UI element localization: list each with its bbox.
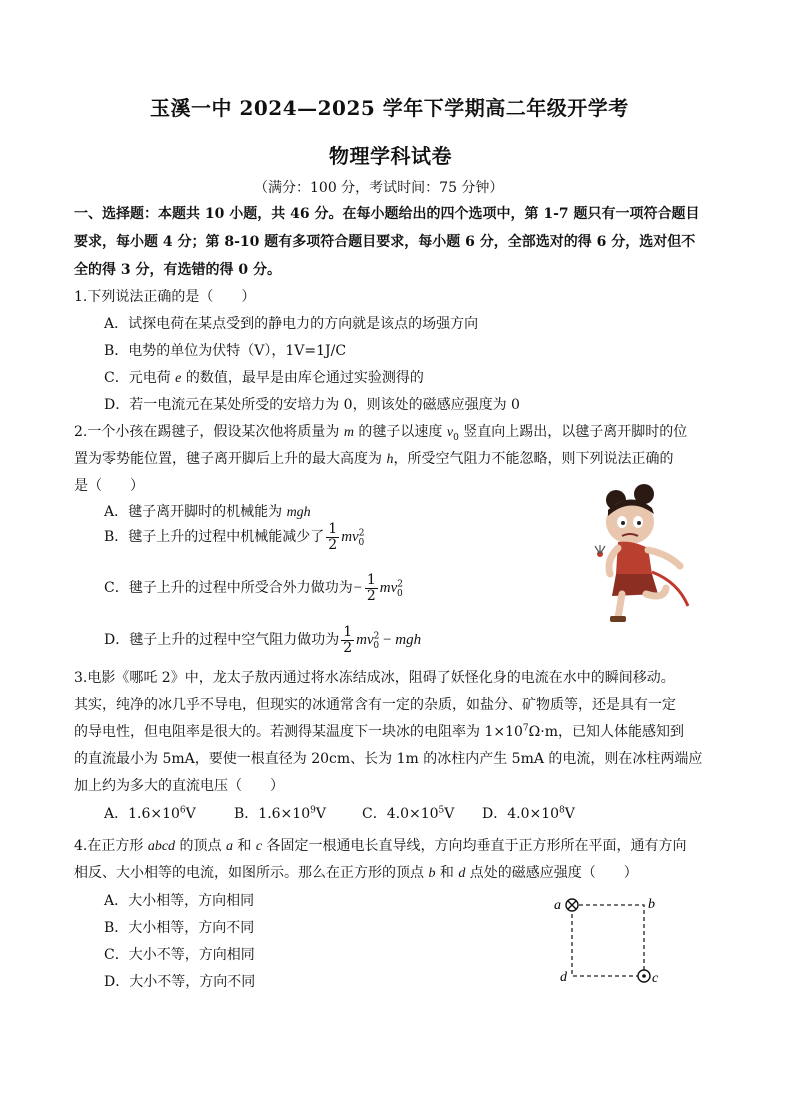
q2-stem-line2: 置为零势能位置，毽子离开脚后上升的最大高度为 h，所受空气阻力不能忽略，则下列说法正确的: [74, 451, 674, 467]
q3-stem-line4: 的直流最小为 5mA，要使一根直径为 20cm、长为 1m 的冰柱内产生 5mA 的电流，则在冰柱两端应: [74, 751, 703, 767]
q2-option-b: B．毽子上升的过程中机械能减少了 $\frac{1}{2}$ $mv^2_0$: [104, 521, 365, 553]
exam-subtitle: （满分：100 分，考试时间：75 分钟）: [254, 180, 504, 196]
q4-option-b: B．大小相等，方向不同: [104, 920, 255, 936]
fraction-half: $\frac{1}{2}$: [328, 521, 338, 553]
vertex-label-c: c: [652, 971, 659, 986]
q2-stem-line3: 是（ ）: [74, 478, 144, 494]
exam-title-line1: 玉溪一中 2024—2025 学年下学期高二年级开学考: [150, 96, 629, 120]
fraction-half: $\frac{1}{2}$: [343, 624, 353, 656]
q2-stem-line1: 2.一个小孩在踢毽子，假设某次他将质量为 m 的毽子以速度 $v_0$ 竖直向上踢出，以毽子离开脚时的位: [74, 424, 688, 443]
q4-option-c: C．大小不等，方向相同: [104, 947, 255, 963]
q2-option-d: D．毽子上升的过程中空气阻力做功为 $\frac{1}{2}$ $mv^2_0$ − mgh: [104, 624, 422, 656]
vertex-label-d: d: [560, 970, 567, 985]
q3-option-a: A．$1.6\times 10^6V$: [104, 805, 196, 822]
q2-option-c: C．毽子上升的过程中所受合外力做功为− $\frac{1}{2}$ $mv^2_0$: [104, 572, 403, 604]
current-out-of-page-icon: [638, 970, 650, 982]
q3-stem-line3: 的导电性，但电阻率是很大的。若测得某温度下一块冰的电阻率为 $1\times 10^7\Omega\cdot m$，已知人体能感知到: [74, 723, 684, 740]
q3-stem-line5: 加上约为多大的直流电压（ ）: [74, 778, 284, 794]
q3-option-d: D．$4.0\times 10^8V$: [482, 805, 575, 822]
q3-stem-line2: 其实，纯净的冰几乎不导电，但现实的冰通常含有一定的杂质，如盐分、矿物质等，还是具有一定: [74, 697, 676, 713]
q1-option-d: D．若一电流元在某处所受的安培力为 0，则该处的磁感应强度为 0: [104, 397, 520, 413]
q3-stem-line1: 3.电影《哪吒 2》中，龙太子敖丙通过将水冻结成冰，阻碍了妖怪化身的电流在水中的瞬间移动。: [74, 670, 675, 686]
q1-stem: 1.下列说法正确的是（ ）: [74, 289, 256, 305]
current-into-page-icon: [566, 899, 578, 911]
section-heading-line2: 要求，每小题 4 分；第 8-10 题有多项符合题目要求，每小题 6 分，全部选对的得 6 分，选对但不: [74, 234, 696, 250]
q3-option-b: B．$1.6\times 10^9V$: [234, 805, 326, 822]
q4-stem-line2: 相反、大小相等的电流，如图所示。那么在正方形的顶点 b 和 d 点处的磁感应强度（ ）: [74, 865, 638, 881]
q2-option-a: A．毽子离开脚时的机械能为 mgh: [104, 504, 311, 520]
square-wire-diagram: [548, 892, 666, 988]
q1-option-b: B．电势的单位为伏特（V），1V=1J/C: [104, 343, 347, 359]
q1-option-c: C．元电荷 e 的数值，最早是由库仑通过实验测得的: [104, 370, 424, 386]
section-heading-line3: 全的得 3 分，有选错的得 0 分。: [74, 262, 281, 278]
q1-option-a: A．试探电荷在某点受到的静电力的方向就是该点的场强方向: [104, 316, 479, 332]
fraction-half: $\frac{1}{2}$: [366, 572, 376, 604]
q4-stem-line1: 4.在正方形 abcd 的顶点 a 和 c 各固定一根通电长直导线，方向均垂直于正方形所在平面，通有方向: [74, 838, 687, 854]
vertex-label-b: b: [648, 897, 655, 912]
exam-title-line2: 物理学科试卷: [329, 144, 452, 168]
q3-option-c: C．$4.0\times 10^5V$: [362, 805, 455, 822]
nezha-cartoon-image: [592, 482, 702, 624]
q4-option-a: A．大小相等，方向相同: [104, 893, 255, 909]
q4-option-d: D．大小不等，方向不同: [104, 974, 256, 990]
square-outline: [572, 905, 644, 976]
vertex-label-a: a: [554, 898, 561, 913]
section-heading-line1: 一、选择题：本题共 10 小题，共 46 分。在每小题给出的四个选项中，第 1-7 题只有一项符合题目: [74, 206, 700, 222]
